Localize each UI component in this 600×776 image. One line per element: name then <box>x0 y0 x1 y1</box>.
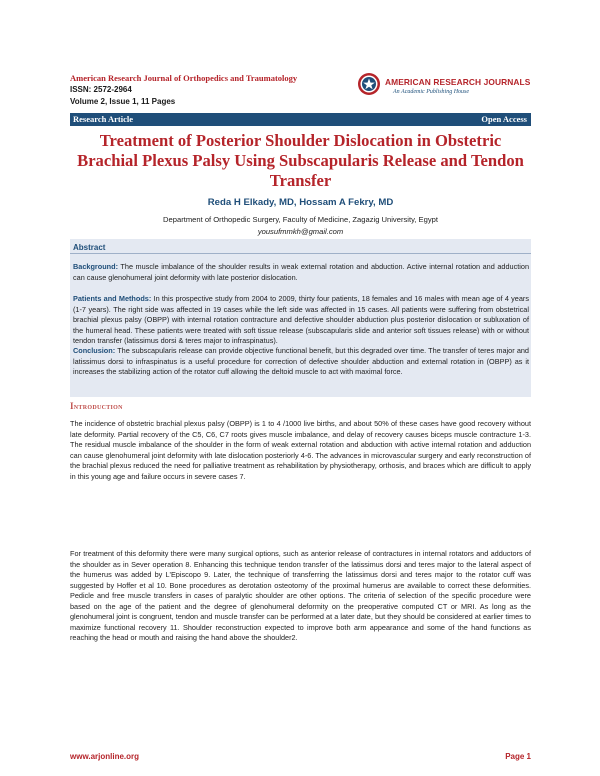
publisher-logo <box>357 72 532 102</box>
volume-info: Volume 2, Issue 1, 11 Pages <box>70 97 176 106</box>
article-type-bar <box>70 113 531 126</box>
author-email[interactable]: yousufmmkh@gmail.com <box>257 227 344 236</box>
introduction-heading: Introduction <box>70 401 123 411</box>
page-number: Page 1 <box>505 752 531 761</box>
background-label: Background: <box>73 262 118 271</box>
logo-brand-text: AMERICAN RESEARCH JOURNALS <box>385 77 531 87</box>
intro-paragraph-2: For treatment of this deformity there were many surgical options, such as anterior release of contractures in internal rotators and adductors of the shoulder as in Sever operation 8. Enhancing this technique tendon transfer of the latissimus dorsi and teres major to the lateral aspect of the humerus was added by L'Episcopo 9. Later, the technique of transferring the latissimus dorsi and teres major to the rotator cuff was suggested by Hoffer et al 10. Bone procedures as derotation osteotomy of the proximal humerus are available to correct these deformities. Pedicle and free muscle transfers in cases of paralytic shoulder are other options. The criteria of selection of the specific procedure were based on the age of the patient and the degree of glenohumeral deformity on the preoperative computed CT or MRI. As long as the glenohumeral joint is congruent, tendon and muscle transfer can be performed at a later date, but they should be considered at earlier times to maximize functional recovery 11. Shoulder reconstruction expected to improve both arm appearance and some of the hand functions as reaching the head or mouth and raising the hand above the shoulder2. <box>70 549 531 642</box>
intro-paragraph-1: The incidence of obstetric brachial plexus palsy (OBPP) is 1 to 4 /1000 live births, and about 50% of these cases have good recovery without late deformity. Partial recovery of the C5, C6, C7 roots gives muscle imbalance, and delay of recovery causes biceps muscle contracture 1-3. The residual muscle imbalance of the shoulder in the form of weak external rotation and abduction with active internal rotation and adduction can cause glenohumeral joint deformity with late dislocation posteriorly 4-6. The advances in microvascular surgery and early reconstruction of the brachial plexus reduced the need for palliative treatment as rehabilitation by physiotherapy, orthosis, and braces which are difficult to apply in this young age and failure occurs in severe cases 7. <box>70 419 531 481</box>
article-type-label: Research Article <box>73 114 134 124</box>
article-title: Treatment of Posterior Shoulder Dislocation in Obstetric Brachial Plexus Palsy Using Subscapularis Release and Tendon Transfer <box>77 131 524 190</box>
affiliation: Department of Orthopedic Surgery, Faculty of Medicine, Zagazig University, Egypt <box>163 215 438 224</box>
abstract-conclusion <box>73 346 529 378</box>
issn: ISSN: 2572-2964 <box>70 85 132 94</box>
conclusion-text: The subscapularis release can provide objective functional benefit, but this degraded over time. The transfer of teres major and latissimus dorsi to infraspinatus is a useful procedure for correction of defective shoulder abduction and external rotation in (OBPP) as it increases the stabilizing action of the rotator cuff allowing the deltoid muscle to act with maximal force. <box>73 346 529 376</box>
abstract-methods <box>73 294 529 347</box>
journal-name: American Research Journal of Orthopedics and Traumatology <box>70 73 298 83</box>
authors: Reda H Elkady, MD, Hossam A Fekry, MD <box>207 197 394 208</box>
methods-label: Patients and Methods: <box>73 294 152 303</box>
abstract-divider <box>70 253 531 254</box>
footer-url-link[interactable]: www.arjonline.org <box>70 752 140 761</box>
methods-text: In this prospective study from 2004 to 2009, thirty four patients, 18 females and 16 males with mean age of 4 years (1-7 years). The right side was affected in 19 cases while the left side was affected in 15 cases. All patients were suffering from obstetrical brachial plexus palsy (OBPP) with internal rotation contracture and defective shoulder abduction plus posterior dislocation or subluxation of the humeral head. These patients were treated with soft tissue release (subscapularis slide and anterior soft tissues release) with or without tendon transfer (latissimus dorsi & teres major to infraspinatus). <box>73 294 529 345</box>
background-text: The muscle imbalance of the shoulder results in weak external rotation and abduction. Active internal rotation and adduction can cause glenohumeral joint deformity with late posterior dislocation. <box>73 262 529 282</box>
abstract-background <box>73 262 529 283</box>
logo-tagline: An Academic Publishing House <box>393 89 470 95</box>
star-emblem-icon <box>357 72 381 96</box>
conclusion-label: Conclusion: <box>73 346 116 355</box>
abstract-heading: Abstract <box>73 243 106 252</box>
open-access-label: Open Access <box>481 114 527 124</box>
